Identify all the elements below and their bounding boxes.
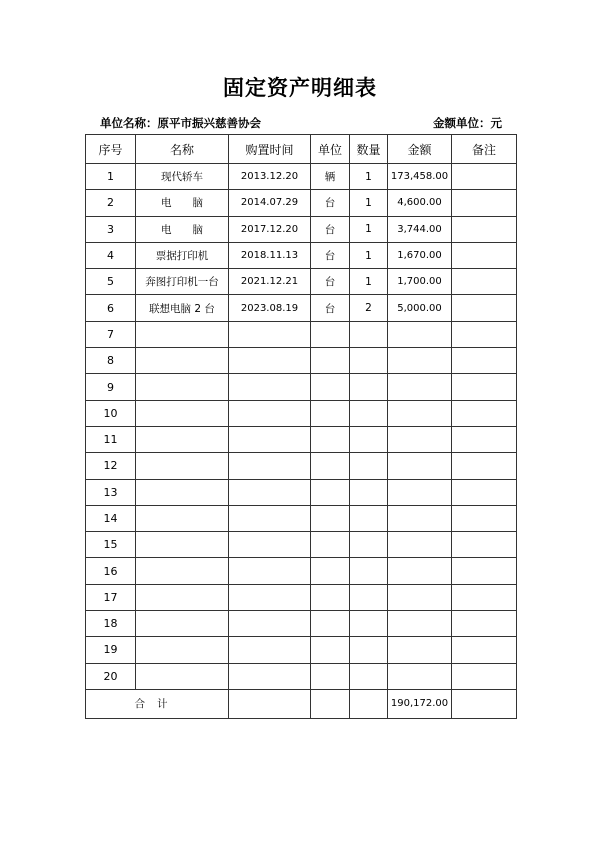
cell-purchase-date [229,348,311,374]
cell-amount [388,584,452,610]
cell-purchase-date [229,374,311,400]
cell-seq: 20 [86,663,136,689]
table-row [86,532,517,558]
total-amount: 190,172.00 [388,689,452,718]
cell-purchase-date [229,426,311,452]
cell-seq: 15 [86,532,136,558]
cell-quantity: 1 [350,242,388,268]
cell-quantity [350,321,388,347]
total-empty-cell [311,689,350,718]
cell-purchase-date [229,505,311,531]
cell-seq: 8 [86,348,136,374]
cell-name [136,374,229,400]
cell-name: 电 脑 [136,216,229,242]
cell-remarks [452,663,517,689]
currency-unit-label: 金额单位： [433,116,491,130]
total-empty-cell [452,689,517,718]
table-row [86,400,517,426]
cell-name: 电 脑 [136,190,229,216]
table-row [86,453,517,479]
cell-unit: 台 [311,190,350,216]
cell-name [136,400,229,426]
cell-unit: 辆 [311,164,350,190]
cell-purchase-date [229,558,311,584]
cell-unit [311,584,350,610]
cell-quantity [350,663,388,689]
cell-amount [388,611,452,637]
cell-quantity [350,400,388,426]
table-row [86,190,517,216]
cell-quantity: 2 [350,295,388,321]
table-row [86,164,517,190]
cell-purchase-date [229,663,311,689]
cell-remarks [452,584,517,610]
cell-remarks [452,505,517,531]
cell-unit [311,637,350,663]
unit-name-value: 原平市振兴慈善协会 [157,116,261,130]
table-row [86,426,517,452]
table-row [86,374,517,400]
cell-amount: 173,458.00 [388,164,452,190]
table-row [86,295,517,321]
cell-seq: 14 [86,505,136,531]
cell-name [136,348,229,374]
cell-name [136,663,229,689]
cell-remarks [452,558,517,584]
cell-quantity: 1 [350,216,388,242]
cell-name [136,584,229,610]
cell-unit [311,611,350,637]
cell-seq: 3 [86,216,136,242]
cell-remarks [452,637,517,663]
table-row [86,216,517,242]
cell-seq: 18 [86,611,136,637]
cell-remarks [452,164,517,190]
cell-unit: 台 [311,295,350,321]
table-row [86,584,517,610]
cell-seq: 12 [86,453,136,479]
total-row [86,689,517,718]
header-purchase-date: 购置时间 [229,135,311,164]
cell-purchase-date [229,611,311,637]
cell-name [136,321,229,347]
table-row [86,269,517,295]
cell-unit [311,532,350,558]
cell-seq: 6 [86,295,136,321]
cell-unit: 台 [311,216,350,242]
table-row [86,242,517,268]
unit-name-label: 单位名称： [100,116,158,130]
cell-remarks [452,348,517,374]
cell-unit [311,663,350,689]
header-quantity: 数量 [350,135,388,164]
cell-name: 票据打印机 [136,242,229,268]
cell-name [136,453,229,479]
cell-remarks [452,216,517,242]
cell-amount [388,400,452,426]
cell-seq: 7 [86,321,136,347]
cell-name [136,558,229,584]
cell-quantity: 1 [350,164,388,190]
cell-name [136,532,229,558]
cell-purchase-date: 2023.08.19 [229,295,311,321]
cell-amount [388,453,452,479]
header-seq: 序号 [86,135,136,164]
cell-seq: 4 [86,242,136,268]
asset-table [85,134,517,719]
page-title: 固定资产明细表 [223,76,377,100]
cell-remarks [452,321,517,347]
cell-amount [388,558,452,584]
cell-purchase-date [229,321,311,347]
cell-name: 联想电脑 2 台 [136,295,229,321]
cell-amount [388,348,452,374]
header-amount: 金额 [388,135,452,164]
header-name: 名称 [136,135,229,164]
cell-quantity [350,611,388,637]
cell-purchase-date [229,584,311,610]
cell-quantity: 1 [350,190,388,216]
cell-amount: 1,670.00 [388,242,452,268]
cell-quantity [350,479,388,505]
cell-amount: 1,700.00 [388,269,452,295]
cell-unit: 台 [311,242,350,268]
cell-amount [388,663,452,689]
cell-remarks [452,426,517,452]
cell-seq: 2 [86,190,136,216]
cell-amount [388,426,452,452]
cell-seq: 1 [86,164,136,190]
cell-purchase-date: 2018.11.13 [229,242,311,268]
cell-unit: 台 [311,269,350,295]
currency-unit [433,115,502,131]
cell-name: 奔图打印机一台 [136,269,229,295]
cell-quantity [350,453,388,479]
cell-unit [311,558,350,584]
cell-name [136,505,229,531]
cell-quantity [350,426,388,452]
cell-quantity [350,374,388,400]
cell-purchase-date [229,400,311,426]
table-row [86,505,517,531]
cell-amount [388,532,452,558]
cell-remarks [452,453,517,479]
cell-quantity [350,348,388,374]
cell-quantity [350,637,388,663]
cell-seq: 11 [86,426,136,452]
cell-remarks [452,242,517,268]
cell-unit [311,426,350,452]
cell-unit [311,453,350,479]
table-row [86,479,517,505]
cell-seq: 19 [86,637,136,663]
cell-remarks [452,400,517,426]
total-label: 合计 [86,689,229,718]
table-row [86,348,517,374]
unit-name [100,115,261,131]
cell-remarks [452,611,517,637]
table-body [86,164,517,690]
cell-quantity [350,505,388,531]
cell-quantity: 1 [350,269,388,295]
total-empty-cell [229,689,311,718]
cell-remarks [452,269,517,295]
cell-purchase-date: 2021.12.21 [229,269,311,295]
cell-remarks [452,374,517,400]
cell-purchase-date: 2013.12.20 [229,164,311,190]
cell-amount [388,479,452,505]
cell-amount: 3,744.00 [388,216,452,242]
table-row [86,663,517,689]
cell-name [136,637,229,663]
header-unit: 单位 [311,135,350,164]
cell-name [136,611,229,637]
cell-amount [388,321,452,347]
total-empty-cell [350,689,388,718]
cell-unit [311,505,350,531]
cell-seq: 16 [86,558,136,584]
cell-purchase-date: 2017.12.20 [229,216,311,242]
cell-quantity [350,532,388,558]
cell-purchase-date: 2014.07.29 [229,190,311,216]
cell-purchase-date [229,453,311,479]
cell-unit [311,321,350,347]
cell-amount: 5,000.00 [388,295,452,321]
table-row [86,611,517,637]
cell-seq: 9 [86,374,136,400]
cell-unit [311,348,350,374]
cell-amount [388,374,452,400]
cell-seq: 10 [86,400,136,426]
cell-amount [388,505,452,531]
table-header-row [86,135,517,164]
header-remarks: 备注 [452,135,517,164]
cell-name [136,426,229,452]
cell-seq: 13 [86,479,136,505]
cell-remarks [452,479,517,505]
cell-unit [311,400,350,426]
cell-name: 现代轿车 [136,164,229,190]
cell-remarks [452,190,517,216]
cell-quantity [350,558,388,584]
cell-remarks [452,532,517,558]
cell-unit [311,479,350,505]
cell-purchase-date [229,637,311,663]
cell-name [136,479,229,505]
table-row [86,558,517,584]
currency-unit-value: 元 [490,116,502,130]
cell-purchase-date [229,479,311,505]
cell-purchase-date [229,532,311,558]
cell-quantity [350,584,388,610]
cell-amount: 4,600.00 [388,190,452,216]
cell-unit [311,374,350,400]
cell-seq: 5 [86,269,136,295]
table-row [86,321,517,347]
cell-remarks [452,295,517,321]
table-row [86,637,517,663]
cell-amount [388,637,452,663]
cell-seq: 17 [86,584,136,610]
